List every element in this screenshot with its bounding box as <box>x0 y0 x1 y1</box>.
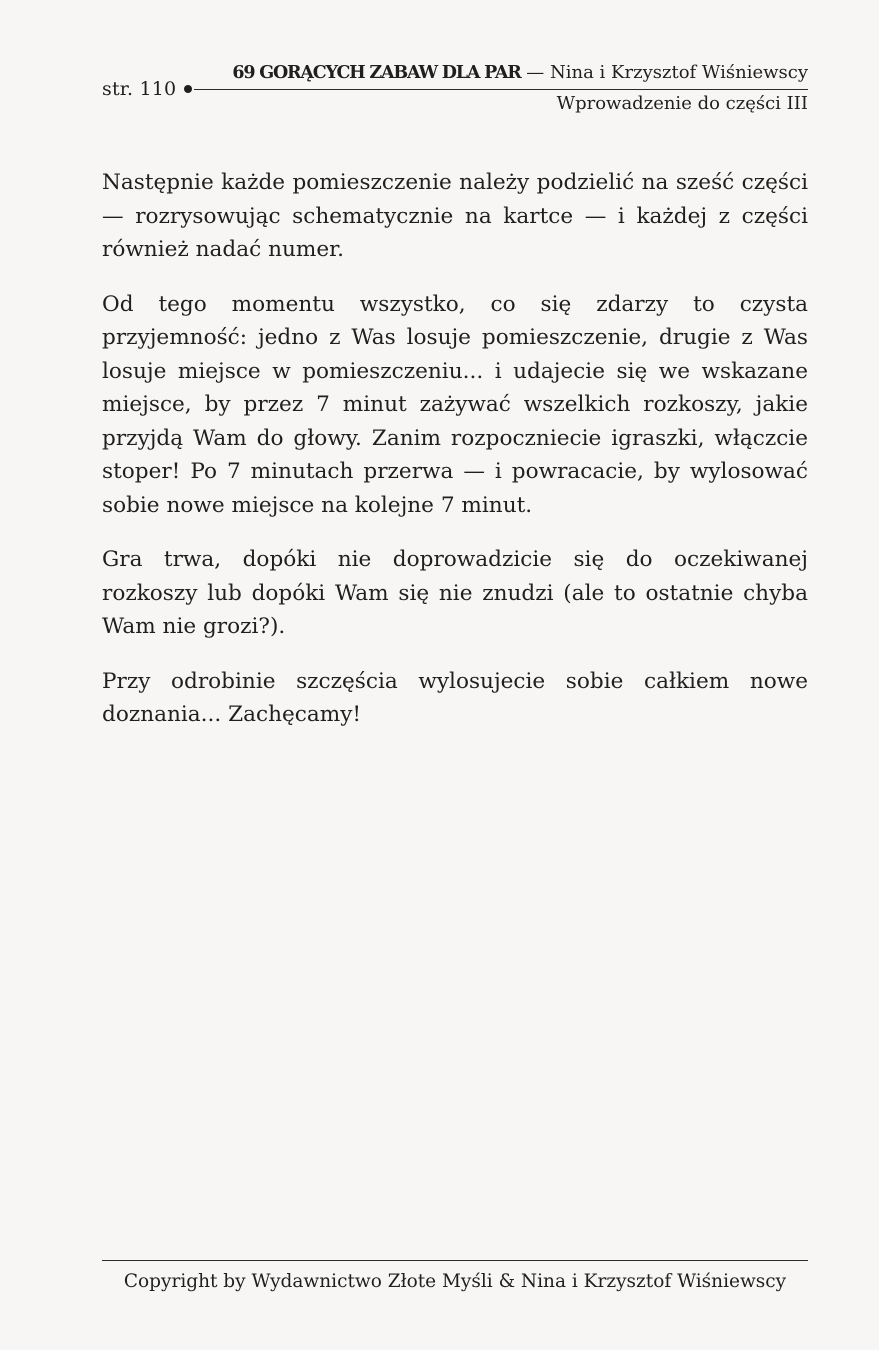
header-rule <box>194 89 808 90</box>
paragraph: Gra trwa, dopóki nie doprowadzicie się do oczekiwanej rozkoszy lub dopóki Wam się nie znudzi (ale to ostatnie chyba Wam nie grozi?). <box>102 547 808 639</box>
paragraph: Następnie każde pomieszczenie należy podzielić na sześć części — rozrysowując schematycznie na kartce — i każdej z części również nadać numer. <box>102 170 808 262</box>
section-title: Wprowadzenie do części III <box>556 93 808 114</box>
bullet-dot-icon <box>184 85 192 93</box>
book-title: 69 GORĄCYCH ZABAW DLA PAR <box>232 63 521 83</box>
page-header <box>102 62 808 122</box>
paragraph: Od tego momentu wszystko, co się zdarzy to czysta przyjemność: jedno z Was losuje pomieszczenie, drugie z Was losuje miejsce w pomieszczeniu... i udajecie się we wskazane miejsce, by przez 7 minut zażywać wszelkich rozkoszy, jakie przyjdą Wam do głowy. Zanim rozpoczniecie igraszki, włączcie stoper! Po 7 minutach przerwa — i powracacie, by wylosować sobie nowe miejsce na kolejne 7 minut. <box>102 291 808 518</box>
running-title <box>232 62 808 83</box>
paragraph: Przy odrobinie szczęścia wylosujecie sobie całkiem nowe doznania... Zachęcamy! <box>102 668 808 727</box>
footer-rule <box>102 1260 808 1261</box>
copyright-footer: Copyright by Wydawnictwo Złote Myśli & Nina i Krzysztof Wiśniewscy <box>123 1271 787 1292</box>
body-text <box>102 166 808 753</box>
author-line: — Nina i Krzysztof Wiśniewscy <box>520 62 808 83</box>
page-number: str. 110 <box>102 78 177 100</box>
